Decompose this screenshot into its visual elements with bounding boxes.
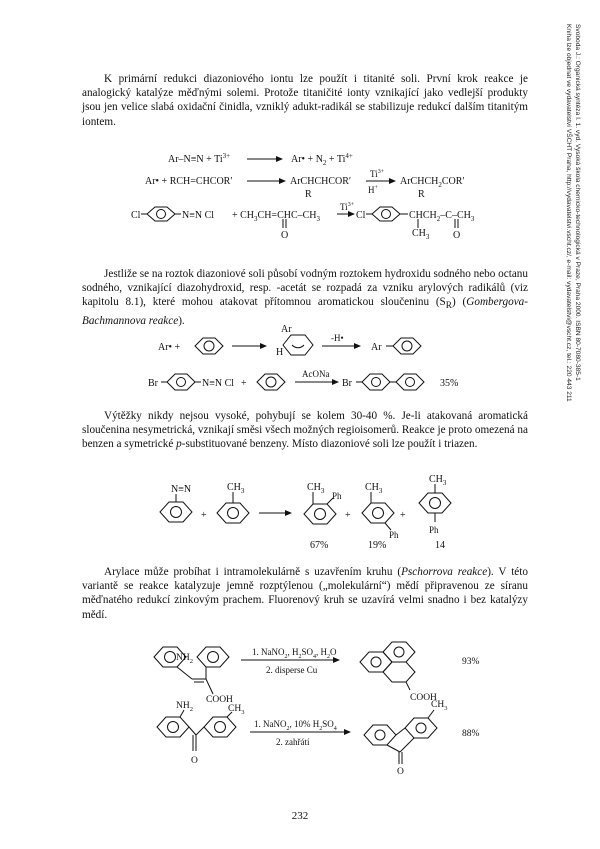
reaction-name: Pschorrova reakce [401,566,488,578]
yield-label: 93% [462,657,480,667]
reaction-name: Gombergova-Bachmannova reakce [82,296,528,327]
plus-sign: + [400,510,406,521]
reagent-label: AcONa [302,369,330,379]
page-number: 232 [291,810,309,822]
italic-p: p [176,438,182,451]
benzene-ring [197,647,229,667]
biphenyl-ring-2 [396,374,424,390]
substituent-r: R [418,189,425,200]
reagent-ti: $Ti^{3+}$ [340,202,355,212]
fluorenone-ring [405,718,437,738]
methyl-label: $CH_3$ [431,700,448,712]
phenyl-label: Ph [429,525,439,535]
yield-label: 88% [462,729,480,739]
reaction-2-product: ArCHCH$_2$COR′ [400,176,465,189]
phenanthrene-ring [360,652,392,672]
benzene-ring [393,338,421,354]
oxygen-label: O [191,756,198,766]
plus-sign: + [241,378,247,389]
benzene-ring [257,374,285,390]
sidebar-order-line: Kniha lze objednat ve vydavatelství VŠCHT Praha, http://vydavatelstvi.vscht.cz/, e-mail: vydavatelstvi@vscht.cz, tel.: 220 443 211 [565,24,572,402]
cyclohexadienyl-ring [283,335,313,355]
aryl-radical-label: Ar• + [158,342,181,353]
sidebar-citation-line: Svoboda J.: Organická syntéza I. 1. vyd. Vysoká škola chemicko-technologická v Praze, Praha 2000. ISBN 80-7080-385-1 [574,24,581,381]
subscript: R [445,301,453,312]
biphenyl-ring-1 [362,374,390,390]
paragraph-text: Arylace může probíhat i intramolekulárně s uzavřením kruhu ( [104,566,402,578]
diazonium-label: N≡N Cl [202,378,235,389]
oxygen-label: O [397,767,404,777]
bromine-label: Br [342,378,352,389]
aryl-label: Ar [281,324,292,335]
benzene-ring [160,502,192,522]
oxygen-label: O [453,230,461,241]
amino-label: $NH_2$ [176,701,193,713]
amino-label: $NH_2$ [176,653,193,665]
reagent-h: H+ [368,185,378,195]
benzene-ring [157,717,189,737]
oxygen-label: O [281,230,289,241]
chlorine-label: Cl [131,210,141,221]
benzene-ring [362,503,394,523]
reaction-3-product: $CHCH_2-C-CH_3$ [409,210,475,223]
substituent-r: R [305,189,312,200]
benzene-ring [167,374,195,390]
methyl-label: $CH_3$ [365,482,383,495]
chlorine-label: Cl [356,210,366,221]
paragraph-text: ). V této variantě se reakce katalyzuje jemně rozptýlenou („molekulární“) mědí připravenou ze síranu měďnatého redukcí zinkovým prachem. Fluorenový kruh se uzavírá velmi snadno i bez katalýzy mědí. [82,566,528,621]
carboxyl-label: COOH [410,693,437,703]
reagent-label: 1. NaNO$_2$, $H_2SO_4$, $H_2O$ [252,647,337,660]
reagent-label: 2. zahřátí [276,737,310,747]
h-abstraction-label: -H• [331,333,344,343]
plus-sign: + [201,510,207,521]
paragraph-text: ) ( [452,296,467,309]
paragraph-text: K primární redukci diazoniového iontu lze použít i titanité soli. První krok reakce je analogický katalýze měďnými solemi. Protože titaničité ionty vznikající jako vedlejší produkty jsou jen velice slabá oxidační činidla, vzniklý adukt-radikál se stabilizuje redukcí dalším titanitým iontem. [82,73,528,128]
diazonium-label: N≡N Cl [182,210,215,221]
benzene-ring [195,338,223,354]
hydrogen-label: H [276,347,284,358]
reagent-label: 2. disperse Cu [266,665,318,675]
methyl-label: $CH_3$ [227,482,245,495]
benzene-ring [419,493,451,513]
reaction-2-reactants: Ar• + RCH=CHCOR′ [145,176,233,187]
yield-meta: 19% [368,540,387,551]
yield-ortho: 67% [310,540,329,551]
phenyl-label: Ph [389,530,399,540]
phenanthrene-ring [383,642,415,662]
crotonyl-reactant: + $CH_3CH=CHC-CH_3$ [232,210,321,223]
phenyl-label: Ph [332,491,342,501]
bromine-label: Br [148,378,158,389]
carboxyl-label: COOH [206,695,233,705]
paragraph-text: ). [178,314,185,327]
methyl-label: $CH_3$ [228,704,245,716]
paragraph-text: Výtěžky nikdy nejsou vysoké, pohybují se kolem 30-40 %. Je-li atakovaná aromatická sloučenina nesymetrická, vznikají směsi všech možných regioisomerů. Reakce je proto omezená na benzen a symetrické [82,410,528,451]
diazonium-label: N≡N [171,484,192,495]
paragraph-text: -substituované benzeny. Místo diazoniové soli lze použít i triazen. [181,438,478,451]
yield-para: 14 [435,540,445,551]
fluorenone-ring [364,725,396,745]
phenanthrene-ring [383,662,415,682]
reaction-1-products: Ar• + $N_2 + Ti^{4+}$ [291,152,353,167]
benzene-ring [304,504,336,524]
yield-label: 35% [440,378,459,389]
reaction-2-intermediate: ArCHCHCOR′ [290,176,352,187]
plus-sign: + [345,510,351,521]
paragraph-text: Jestliže se na roztok diazoniové soli působí vodným roztokem hydroxidu sodného nebo octanu sodného, vznikající diazohydroxid, resp. -acetát se rozpadá za vzniku arylových radikálů (viz kapitolu 8.1), které mohou atakovat přítomnou aromatickou sloučeninu (S [82,268,528,309]
methyl-label: $CH_3$ [429,474,447,487]
reagent-ti: $Ti^{3+}$ [370,169,385,179]
reaction-1-reactants: $Ar-N\equiv N + Ti^{3+}$ [168,152,231,165]
methyl-label: $CH_3$ [412,228,430,241]
methyl-label: $CH_3$ [307,482,325,495]
benzene-ring [204,717,236,737]
reagent-label: 1. NaNO$_2$, 10% $H_2SO_4$ [254,719,337,732]
benzene-ring [217,503,249,523]
aryl-label: Ar [371,342,382,353]
